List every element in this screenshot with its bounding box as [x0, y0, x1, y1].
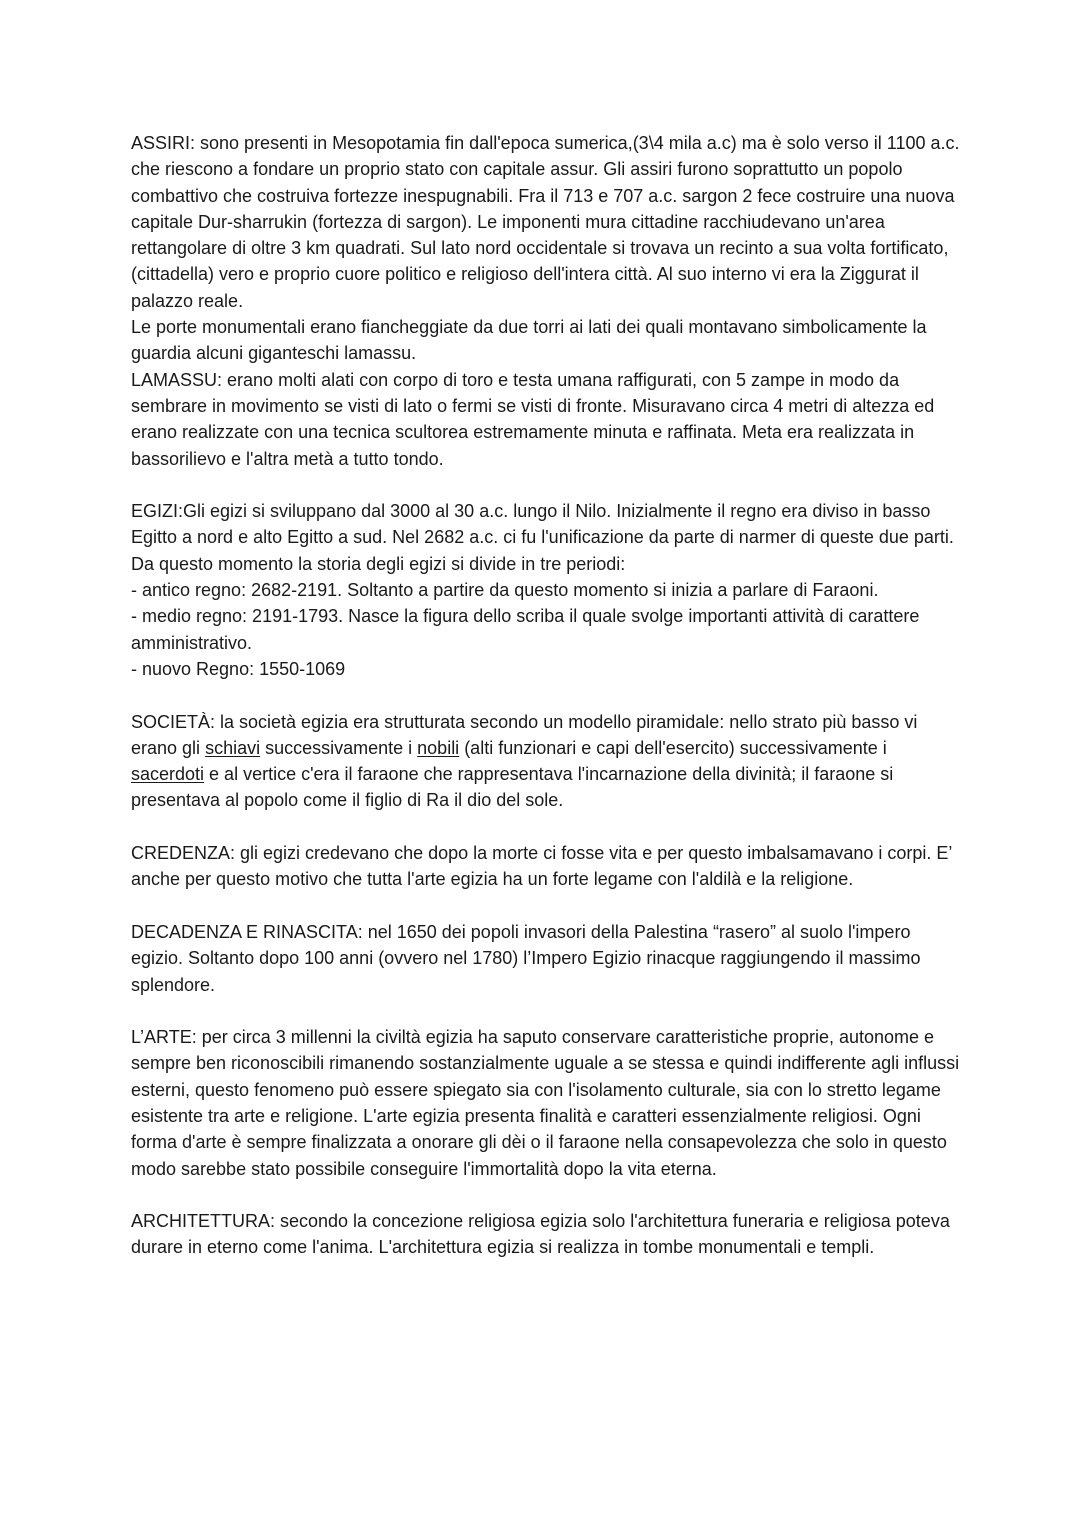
- paragraph-spacer: [131, 893, 961, 919]
- paragraph-egizi: EGIZI:Gli egizi si sviluppano dal 3000 al 30 a.c. lungo il Nilo. Inizialmente il regno era diviso in basso Egitto a nord e alto Egitto a sud. Nel 2682 a.c. ci fu l'unificazione da parte di narmer di queste due parti. Da questo momento la storia degli egizi si divide in tre periodi:: [131, 501, 954, 574]
- paragraph-assiri: ASSIRI: sono presenti in Mesopotamia fin dall'epoca sumerica,(3\4 mila a.c) ma è solo verso il 1100 a.c. che riescono a fondare un proprio stato con capitale assur. Gli assiri furono soprattutto un popolo combattivo che costruiva fortezze inespugnabili. Fra il 713 e 707 a.c. sargon 2 fece costruire una nuova capitale Dur-sharrukin (fortezza di sargon). Le imponenti mura cittadine racchiudevano un'area rettangolare di oltre 3 km quadrati. Sul lato nord occidentale si trovava un recinto a sua volta fortificato,(cittadella) vero e proprio cuore politico e religioso dell'intera città. Al suo interno vi era la Ziggurat il palazzo reale.: [131, 133, 960, 311]
- paragraph-spacer: [131, 814, 961, 840]
- paragraph-spacer: [131, 472, 961, 498]
- paragraph-spacer: [131, 998, 961, 1024]
- paragraph-societa: [131, 709, 961, 814]
- paragraph-credenza: CREDENZA: gli egizi credevano che dopo la morte ci fosse vita e per questo imbalsamavano i corpi. E’ anche per questo motivo che tutta l'arte egizia ha un forte legame con l'aldilà e la religione.: [131, 843, 952, 890]
- list-item-medio-regno: - medio regno: 2191-1793. Nasce la figura dello scriba il quale svolge importanti attività di carattere amministrativo.: [131, 606, 920, 653]
- underlined-schiavi: schiavi: [205, 737, 261, 758]
- underlined-nobili: nobili: [417, 737, 460, 758]
- paragraph-spacer: [131, 1182, 961, 1208]
- paragraph-arte: L’ARTE: per circa 3 millenni la civiltà egizia ha saputo conservare caratteristiche proprie, autonome e sempre ben riconoscibili rimanendo sostanzialmente uguale a se stessa e quindi indifferente agli influssi esterni, questo fenomeno può essere spiegato sia con l'isolamento culturale, sia con lo stretto legame esistente tra arte e religione. L'arte egizia presenta finalità e caratteri essenzialmente religiosi. Ogni forma d'arte è sempre finalizzata a onorare gli dèi o il faraone nella consapevolezza che solo in questo modo sarebbe stato possibile conseguire l'immortalità dopo la vita eterna.: [131, 1027, 960, 1179]
- document-page: [131, 130, 961, 1261]
- societa-intro: SOCIETÀ: la società egizia era strutturata secondo un modello piramidale: nello strato più basso vi erano gli: [131, 711, 918, 758]
- societa-mid1: successivamente i: [260, 737, 418, 758]
- paragraph-decadenza: DECADENZA E RINASCITA: nel 1650 dei popoli invasori della Palestina “rasero” al suolo l'impero egizio. Soltanto dopo 100 anni (ovvero nel 1780) l’Impero Egizio rinacque raggiungendo il massimo splendore.: [131, 921, 921, 995]
- list-item-nuovo-regno: - nuovo Regno: 1550-1069: [131, 658, 346, 679]
- paragraph-lamassu: LAMASSU: erano molti alati con corpo di toro e testa umana raffigurati, con 5 zampe in modo da sembrare in movimento se visti di lato o fermi se visti di fronte. Misuravano circa 4 metri di altezza ed erano realizzate con una tecnica scultorea estremamente minuta e raffinata. Meta era realizzata in bassorilievo e l'altra metà a tutto tondo.: [131, 369, 935, 469]
- societa-mid2: (alti funzionari e capi dell'esercito) successivamente i: [459, 737, 887, 758]
- list-item-antico-regno: - antico regno: 2682-2191. Soltanto a partire da questo momento si inizia a parlare di Faraoni.: [131, 580, 879, 601]
- paragraph-architettura: ARCHITETTURA: secondo la concezione religiosa egizia solo l'architettura funeraria e religiosa poteva durare in eterno come l'anima. L'architettura egizia si realizza in tombe monumentali e templi.: [131, 1211, 950, 1258]
- societa-end: e al vertice c'era il faraone che rappresentava l'incarnazione della divinità; il faraone si presentava al popolo come il figlio di Ra il dio del sole.: [131, 764, 894, 811]
- paragraph-spacer: [131, 682, 961, 708]
- underlined-sacerdoti: sacerdoti: [131, 764, 205, 785]
- paragraph-porte: Le porte monumentali erano fiancheggiate da due torri ai lati dei quali montavano simbolicamente la guardia alcuni giganteschi lamassu.: [131, 317, 927, 364]
